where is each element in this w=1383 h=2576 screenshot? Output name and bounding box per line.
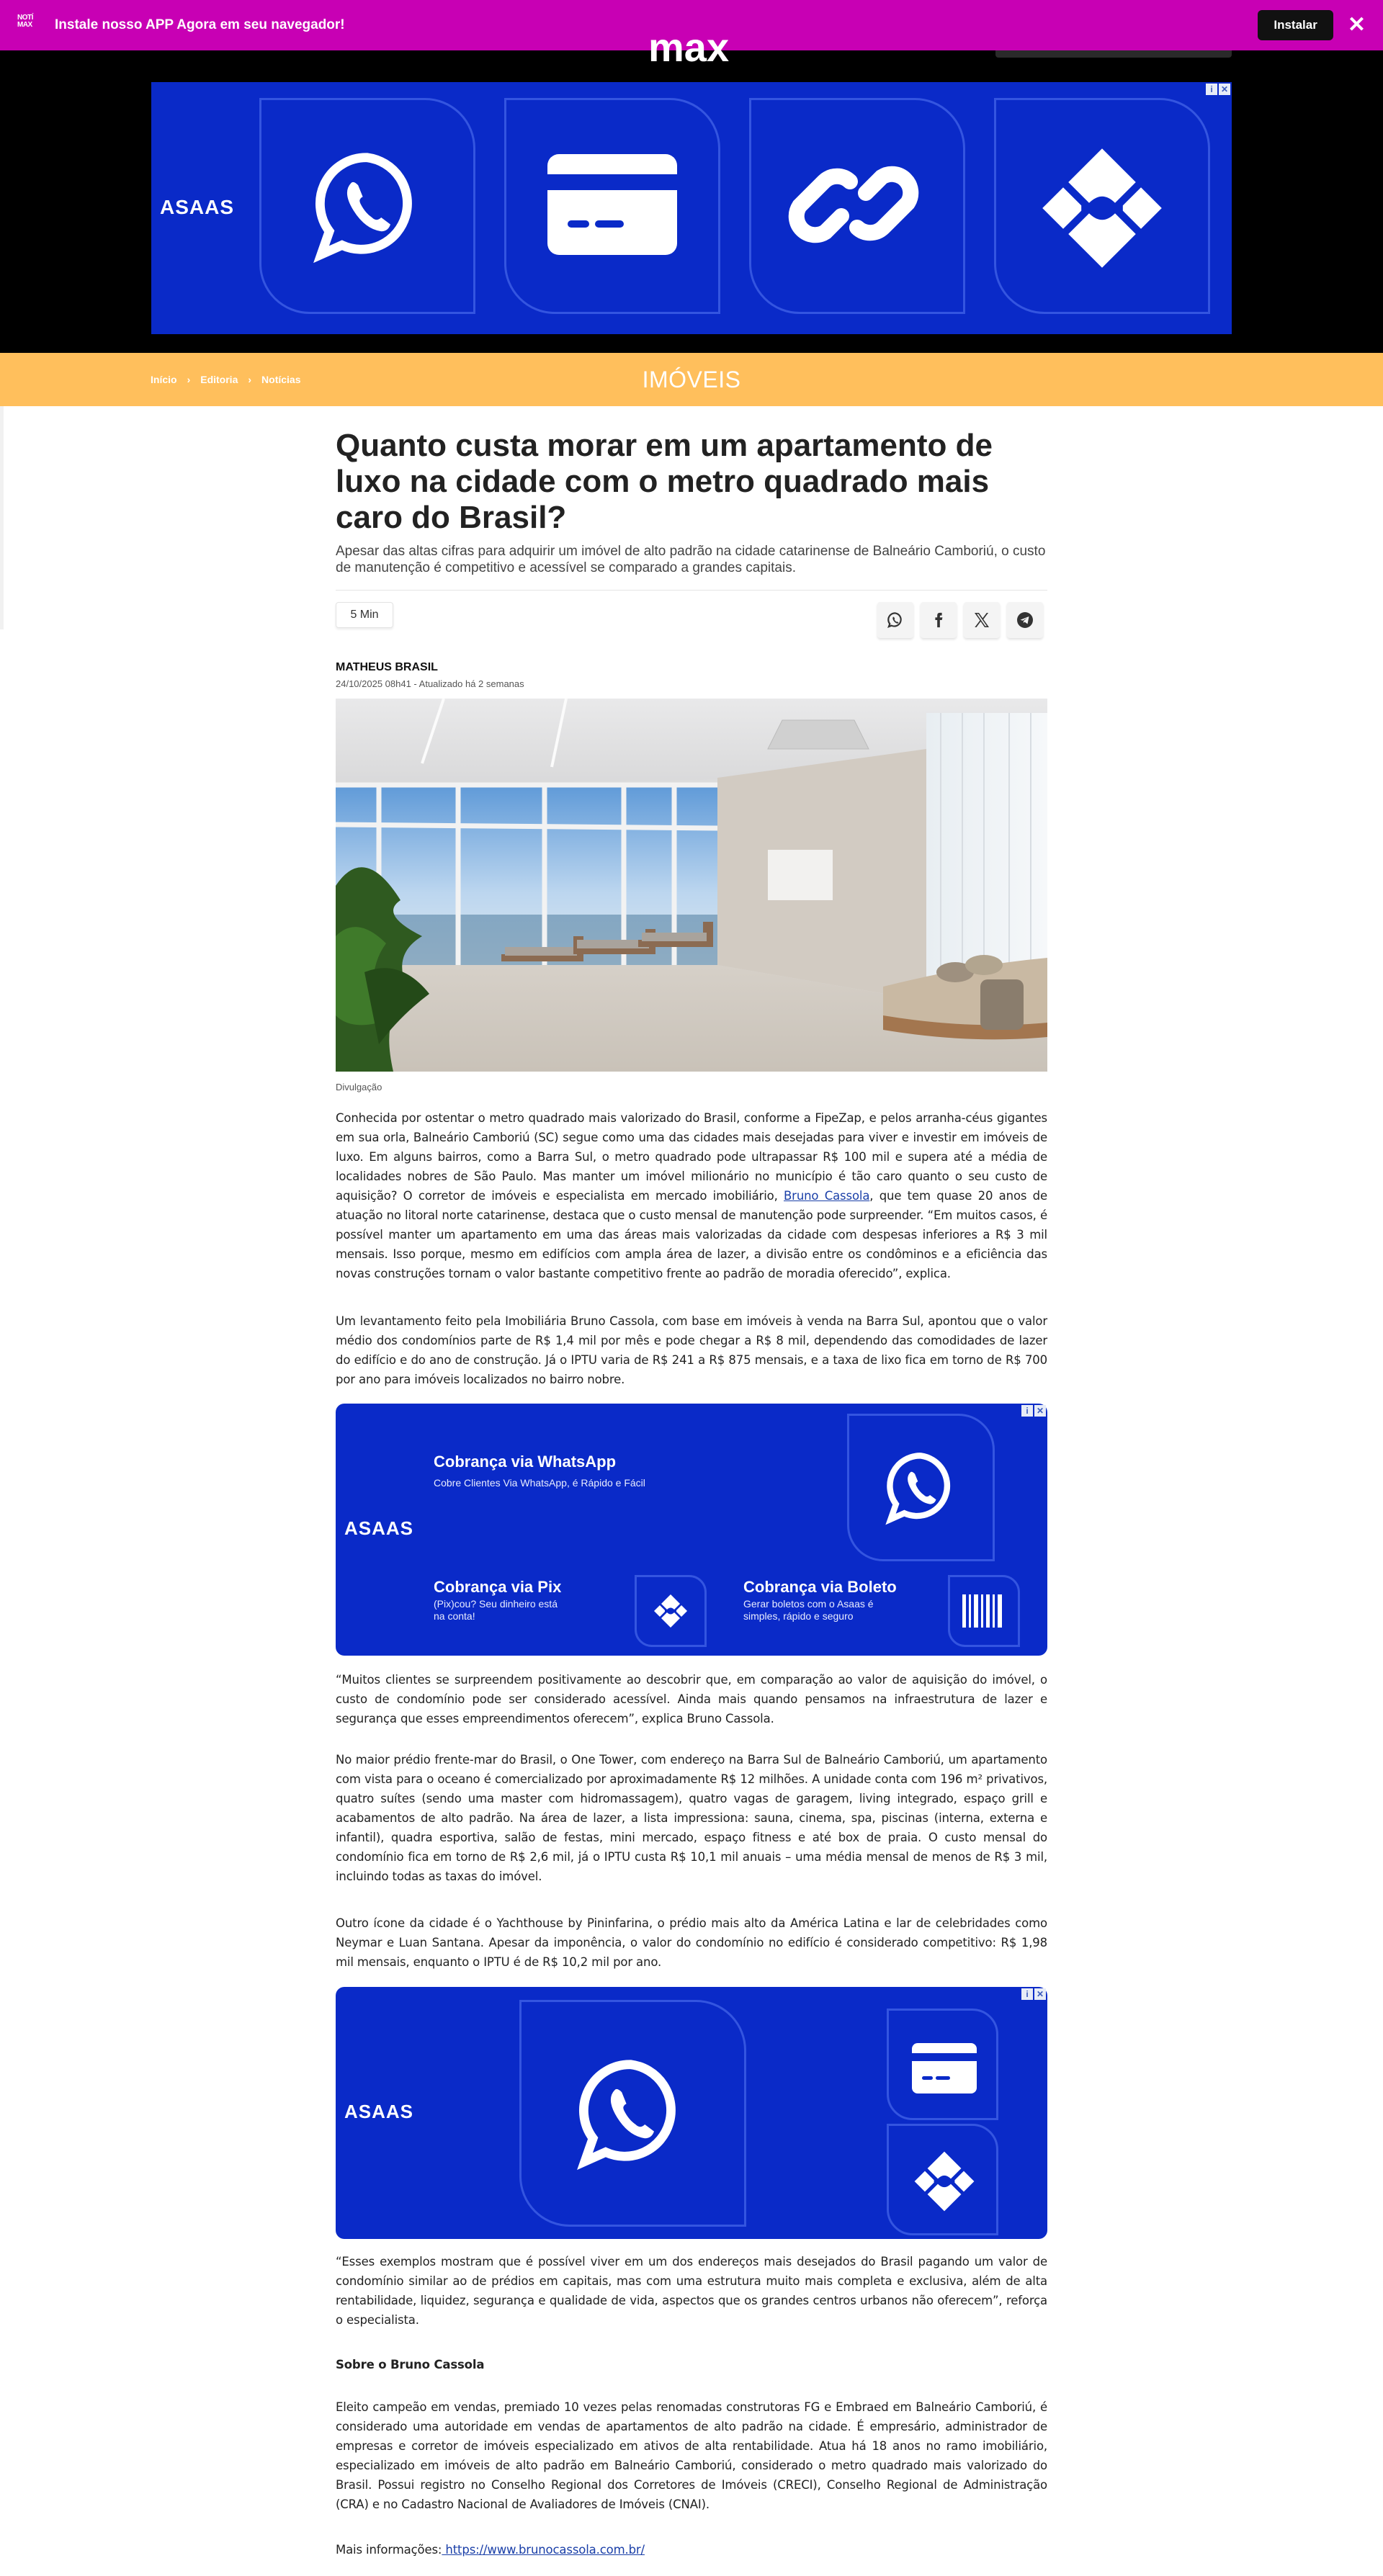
ad-info-icon[interactable]: i [1021, 1405, 1033, 1417]
close-icon[interactable]: ✕ [1034, 1405, 1046, 1417]
more-info: Mais informações: https://www.brunocassola.com.br/ [336, 2543, 645, 2557]
about-heading: Sobre o Bruno Cassola [336, 2358, 485, 2371]
card-icon [547, 154, 677, 255]
ad-logo: ASAAS [344, 1517, 414, 1539]
breadcrumb-item-noticias[interactable]: Notícias [261, 374, 301, 385]
close-icon[interactable]: ✕ [1219, 84, 1230, 95]
ad-info-icon[interactable]: i [1021, 1988, 1033, 2000]
barcode-icon [962, 1594, 1006, 1628]
read-time-badge: 5 Min [336, 602, 393, 628]
card-icon [912, 2043, 977, 2093]
ad-logo: ASAAS [160, 196, 235, 218]
chevron-right-icon: › [248, 374, 252, 385]
whatsapp-icon [887, 611, 904, 629]
section-title: IMÓVEIS [642, 367, 741, 392]
side-strip [0, 406, 4, 629]
mid-ad-banner[interactable] [336, 1404, 1047, 1656]
top-ad-banner[interactable] [151, 82, 1232, 334]
facebook-icon [931, 612, 946, 628]
breadcrumb [151, 353, 301, 406]
share-x-button[interactable] [964, 602, 1000, 638]
link-icon [785, 147, 922, 262]
article-photo [336, 699, 1047, 1072]
pix-icon [653, 1593, 689, 1629]
ad-choices[interactable] [1206, 84, 1230, 95]
ad-info-icon[interactable]: i [1206, 84, 1217, 95]
author-link[interactable]: Bruno Cassola [784, 1189, 870, 1203]
article-paragraph: No maior prédio frente-mar do Brasil, o One Tower, com endereço na Barra Sul de Balneário Camboriú, um apartamento com vista para o oceano é comercializado por aproximadamente R$ 12 milhões. A unidade conta com 196 m² privativos, quatro suítes (sendo uma master com hidromassagem), quatro vagas de garagem, living integrado, espaço grill e acabamentos de alto padrão. Na área de lazer, a lista impressiona: sauna, cinema, spa, piscinas (interna, externa e infantil), quadra esportiva, salão de festas, mini mercado, espaço fitness e até box de praia. O custo mensal do condomínio fica em torno de R$ 2,6 mil, já o IPTU custa R$ 10,1 mil anuais – uma média mensal de menos de R$ 3 mil, incluindo todas as taxas do imóvel. [336, 1753, 1047, 1883]
header-search[interactable] [995, 50, 1232, 58]
article-subtitle: Apesar das altas cifras para adquirir um imóvel de alto padrão na cidade catarinense de Balneário Camboriú, o custo de manutenção é competitivo e acessível se comparado a grandes capitais. [336, 544, 1046, 575]
chevron-right-icon: › [187, 374, 191, 385]
telegram-icon [1016, 611, 1034, 629]
author-name[interactable]: MATHEUS BRASIL [336, 661, 438, 673]
ad-logo: ASAAS [344, 2101, 414, 2122]
ad-boleto-title: Cobrança via Boleto [743, 1578, 897, 1596]
breadcrumb-item-home[interactable]: Início [151, 374, 177, 385]
ad-boleto-subtitle: Gerar boletos com o Asaas é simples, rápido e seguro [743, 1598, 874, 1622]
ad-pix-title: Cobrança via Pix [434, 1578, 562, 1596]
article-headline: Quanto custa morar em um apartamento de luxo na cidade com o metro quadrado mais caro do Brasil? [336, 428, 993, 535]
whatsapp-icon [573, 2055, 689, 2171]
publish-date: 24/10/2025 08h41 - Atualizado há 2 semanas [336, 678, 524, 689]
ad-choices[interactable] [1021, 1405, 1046, 1417]
ad-whatsapp-subtitle: Cobre Clientes Via WhatsApp, é Rápido e Fácil [434, 1477, 645, 1489]
close-icon[interactable]: ✕ [1034, 1988, 1046, 2000]
install-button[interactable]: Instalar [1258, 10, 1333, 40]
site-logo[interactable] [648, 50, 735, 65]
divider [336, 590, 1047, 591]
pix-icon [1037, 143, 1167, 273]
article-paragraph: Um levantamento feito pela Imobiliária Bruno Cassola, com base em imóveis à venda na Barra Sul, apontou que o valor médio dos condomínios parte de R$ 1,4 mil por mês e pode chegar a R$ 8 mil, dependendo das comodidades de lazer do edifício e do ano de construção. Já o IPTU varia de R$ 241 a R$ 875 mensais, e a taxa de lixo fica em torno de R$ 700 por ano para imóveis localizados no bairro nobre. [336, 1314, 1047, 1386]
photo-caption: Divulgação [336, 1082, 382, 1092]
pix-icon [912, 2149, 977, 2214]
share-buttons [877, 602, 1043, 638]
share-telegram-button[interactable] [1007, 602, 1043, 638]
bottom-ad-banner[interactable] [336, 1987, 1047, 2239]
install-message: Instale nosso APP Agora em seu navegador! [55, 17, 345, 32]
article-paragraph: “Muitos clientes se surpreendem positivamente ao descobrir que, em comparação ao valor de aquisição do imóvel, o custo de condomínio pode ser considerado acessível. Ainda mais quando pensamos na infraestrutura de lazer e segurança que esses empreendimentos oferecem”, explica Bruno Cassola. [336, 1673, 1047, 1725]
ad-whatsapp-title: Cobrança via WhatsApp [434, 1453, 617, 1471]
ad-choices[interactable] [1021, 1988, 1046, 2000]
ad-pix-subtitle: (Pix)cou? Seu dinheiro está na conta! [434, 1598, 558, 1622]
section-band [0, 353, 1383, 406]
whatsapp-icon [310, 148, 425, 264]
article-paragraph: Outro ícone da cidade é o Yachthouse by Pininfarina, o prédio mais alto da América Latina e lar de celebridades como Neymar e Luan Santana. Apesar da imponência, o valor do condomínio no edifício é considerado competitivo: R$ 1,98 mil mensais, enquanto o IPTU é de R$ 10,2 mil por ano. [336, 1916, 1047, 1969]
article-paragraph: Eleito campeão em vendas, premiado 10 vezes pelas renomadas construtoras FG e Embraed em Balneário Camboriú, é considerado uma autoridade em vendas de apartamentos de alto padrão na cidade. É empresário, administrador de empresas e corretor de imóveis especializado em ativos de alta rentabilidade. Atua há 18 anos no ramo imobiliário, especializado em imóveis de alto padrão em Balneário Camboriú, considerado o metro quadrado mais valorizado do Brasil. Possui registro no Conselho Regional dos Corretores de Imóveis (CRECI), Conselho Regional de Administração (CRA) e no Cadastro Nacional de Avaliadores de Imóveis (CNAI). [336, 2400, 1047, 2511]
app-logo: NOTÍ MAX [17, 14, 33, 29]
x-icon [973, 611, 990, 629]
close-icon[interactable]: ✕ [1347, 13, 1366, 37]
breadcrumb-item-editoria[interactable]: Editoria [200, 374, 238, 385]
share-facebook-button[interactable] [921, 602, 957, 638]
whatsapp-icon [883, 1450, 959, 1525]
website-link[interactable]: https://www.brunocassola.com.br/ [442, 2543, 645, 2557]
article-paragraph: Conhecida por ostentar o metro quadrado mais valorizado do Brasil, conforme a FipeZap, e pelos arranha-céus gigantes em sua orla, Balneário Camboriú (SC) segue como uma das cidades mais desejadas para viver e investir em imóveis de luxo. Em alguns bairros, como a Barra Sul, o metro quadrado pode ultrapassar R$ 100 mil e supera até a média de localidades nobres de São Paulo. Mas manter um imóvel milionário no município é tão caro quanto o seu custo de aquisição? O corretor de imóveis e especialista em mercado imobiliário, Bruno Cassola, que tem quase 20 anos de atuação no litoral norte catarinense, destaca que o custo mensal de manutenção pode surpreender. “Em muitos casos, é possível manter um apartamento em uma das áreas mais valorizadas da cidade com despesas inferiores a R$ 3 mil mensais. Isso porque, mesmo em edifícios com ampla área de lazer, a divisão entre os condôminos e a eficiência das novas construções tornam o valor bastante competitivo frente ao padrão de moradia oferecido”, explica. [336, 1111, 1047, 1280]
article-paragraph: “Esses exemplos mostram que é possível viver em um dos endereços mais desejados do Brasil pagando um valor de condomínio similar ao de prédios em capitais, mas com uma estrutura muito mais completa e exclusiva, além de alta rentabilidade, liquidez, segurança e qualidade de vida, aspectos que os grandes centros urbanos não oferecem”, reforça o especialista. [336, 2255, 1047, 2327]
share-whatsapp-button[interactable] [877, 602, 913, 638]
